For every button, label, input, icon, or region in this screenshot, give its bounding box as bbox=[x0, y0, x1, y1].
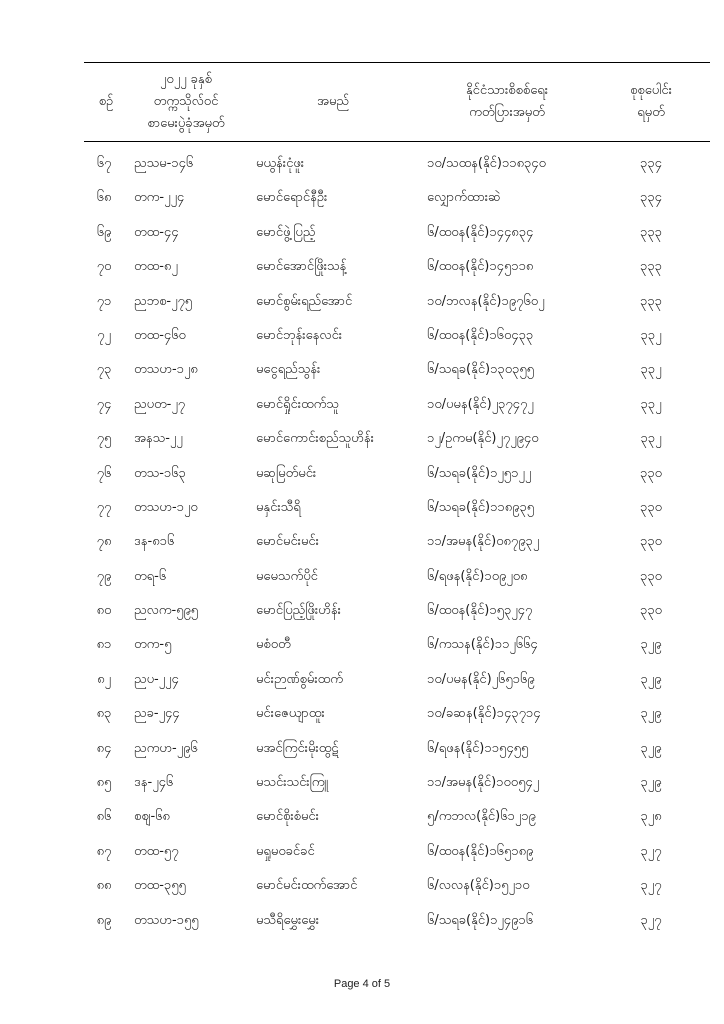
cell-serial: ၇၉ bbox=[96, 568, 112, 584]
table-row bbox=[84, 457, 710, 491]
cell-serial: ၇၃ bbox=[96, 362, 112, 378]
cell-exam-roll: တထ-၄၆၀ bbox=[134, 327, 186, 343]
cell-nrc: ၁၁/အမန(နိုင်)၀၈၇၉၃၂ bbox=[427, 534, 540, 550]
cell-nrc: ၆/ထဝန(နိုင်)၁၄၄၈၃၄ bbox=[427, 224, 534, 240]
cell-exam-roll: တသဟ-၁၅၅ bbox=[134, 912, 199, 928]
cell-nrc: ၆/သရခ(နိုင်)၁၃၀၃၅၅ bbox=[427, 362, 534, 378]
cell-exam-roll: တသဟ-၁၂၈ bbox=[134, 362, 198, 378]
cell-serial: ၈၉ bbox=[96, 912, 112, 928]
cell-name: မစံဝတီ bbox=[256, 637, 291, 653]
cell-total-mark: ၃၃၂ bbox=[640, 327, 662, 343]
cell-exam-roll: စဈ-၆၈ bbox=[134, 809, 170, 825]
table-row bbox=[84, 491, 710, 525]
cell-nrc: ၁၀/ဘလန(နိုင်)၁၉၇၆၀၂ bbox=[427, 293, 545, 309]
cell-exam-roll: ညပ-၂၂၄ bbox=[134, 671, 179, 687]
cell-total-mark: ၃၃၃ bbox=[640, 293, 662, 309]
cell-name: မသင်းသင်းကြူ bbox=[256, 775, 329, 791]
cell-exam-roll: တသ-၁၆၃ bbox=[134, 465, 186, 481]
cell-total-mark: ၃၃၀ bbox=[640, 603, 662, 619]
header-nrc: နိုင်ငံသားစိစစ်ရေး ကတ်ပြားအမှတ် bbox=[465, 82, 549, 120]
table-row bbox=[84, 319, 710, 353]
cell-name: မောင်မင်းထက်အောင် bbox=[256, 878, 358, 894]
cell-exam-roll: တထ-၈၂ bbox=[134, 259, 178, 275]
cell-name: မင်းဉာဏ်စွမ်းထက် bbox=[256, 671, 343, 687]
cell-total-mark: ၃၃၄ bbox=[640, 190, 662, 206]
table-row bbox=[84, 422, 710, 456]
cell-total-mark: ၃၂၉ bbox=[640, 740, 662, 756]
cell-total-mark: ၃၃၂ bbox=[640, 396, 662, 412]
cell-name: မောင်ပြည့်ဖြိုးဟိန်း bbox=[256, 603, 341, 619]
cell-nrc: ၁၀/ခဆန(နိုင်)၁၄၃၇၁၄ bbox=[427, 706, 541, 722]
cell-name: မသီရိမွှေးမွှေး bbox=[256, 912, 320, 928]
cell-exam-roll: ညသမ-၁၄၆ bbox=[134, 156, 194, 171]
table-row bbox=[84, 181, 710, 215]
cell-nrc: ၆/ထဝန(နိုင်)၁၄၅၁၁၈ bbox=[427, 259, 534, 275]
table-row bbox=[84, 732, 710, 766]
cell-nrc: ၁၀/ပမန(နိုင်)၂၃၇၄၇၂ bbox=[427, 396, 534, 412]
table-row bbox=[84, 663, 710, 697]
cell-name: မောင်ရောင်နီဦး bbox=[256, 190, 328, 206]
cell-name: မောင်အောင်ဖြိုးသန့် bbox=[256, 259, 347, 275]
cell-nrc: ၆/သရခ(နိုင်)၁၁၈၉၃၅ bbox=[427, 499, 535, 515]
cell-total-mark: ၃၃၀ bbox=[640, 534, 662, 550]
table-row bbox=[84, 353, 710, 387]
cell-total-mark: ၃၂၈ bbox=[640, 809, 662, 825]
table-row bbox=[84, 869, 710, 903]
cell-serial: ၇၅ bbox=[96, 431, 112, 447]
cell-name: မောင်ဘုန်းနေလင်း bbox=[256, 327, 343, 343]
cell-serial: ၇၂ bbox=[97, 327, 111, 343]
table-row bbox=[84, 835, 710, 869]
table-row bbox=[84, 285, 710, 319]
cell-total-mark: ၃၂၉ bbox=[640, 671, 662, 687]
cell-exam-roll: ညခ-၂၄၄ bbox=[134, 706, 180, 722]
cell-exam-roll: တရ-၆ bbox=[134, 568, 167, 584]
cell-exam-roll: ဒန-၂၄၆ bbox=[134, 775, 174, 791]
cell-serial: ၈၅ bbox=[96, 775, 112, 791]
cell-nrc: ၆/သရခ(နိုင်)၁၂၄၉၁၆ bbox=[427, 912, 534, 928]
table-row bbox=[84, 697, 710, 731]
cell-total-mark: ၃၃၂ bbox=[640, 362, 662, 378]
table-row bbox=[84, 628, 710, 662]
cell-serial: ၈၃ bbox=[96, 706, 112, 722]
cell-exam-roll: ဒန-၈၁၆ bbox=[134, 534, 175, 550]
cell-name: မမေသက်ပိုင် bbox=[256, 568, 318, 584]
cell-name: မအင်ကြင်းမိုးထွဋ် bbox=[256, 740, 339, 756]
cell-nrc: ၁၂/ဥကမ(နိုင်)၂၇၂၉၄၀ bbox=[427, 431, 539, 447]
cell-name: မဆုမြတ်မင်း bbox=[256, 465, 317, 481]
cell-nrc: ၆/ကသန(နိုင်)၁၁၂၆၆၄ bbox=[427, 637, 538, 653]
cell-nrc: ၆/ထဝန(နိုင်)၁၆၅၁၈၉ bbox=[427, 843, 534, 859]
header-exam-roll: ၂၀၂၂ ခုနှစ် တက္ကသိုလ်ဝင် စာမေးပွဲခုံအမှတ် bbox=[147, 71, 225, 131]
cell-total-mark: ၃၂၉ bbox=[640, 637, 662, 653]
cell-nrc: ၆/ရဖန(နိုင်)၁၁၅၄၅၅ bbox=[427, 740, 529, 756]
cell-total-mark: ၃၃၀ bbox=[640, 568, 662, 584]
cell-nrc: ၁၀/ပမန(နိုင်)၂၆၅၁၆၉ bbox=[427, 671, 535, 687]
cell-name: မငွေရည်သွန်း bbox=[256, 362, 321, 378]
table-body bbox=[84, 147, 710, 938]
cell-total-mark: ၃၃၀ bbox=[640, 499, 662, 515]
cell-serial: ၇၄ bbox=[96, 396, 112, 412]
cell-total-mark: ၃၂၉ bbox=[640, 775, 662, 791]
table-row bbox=[84, 904, 710, 938]
cell-nrc: ၅/ကဘလ(နိုင်)၆၁၂၁၉ bbox=[427, 809, 536, 825]
cell-serial: ၈၂ bbox=[97, 671, 111, 687]
cell-total-mark: ၃၃၃ bbox=[640, 259, 662, 275]
cell-exam-roll: တထ-၃၅၅ bbox=[134, 878, 186, 894]
cell-nrc: ၆/လလန(နိုင်)၁၅၂၁၀ bbox=[427, 878, 530, 894]
cell-nrc: လျှောက်ထားဆဲ bbox=[427, 190, 501, 206]
cell-nrc: ၆/သရခ(နိုင်)၁၂၅၁၂၂ bbox=[427, 465, 532, 481]
table-row bbox=[84, 766, 710, 800]
cell-nrc: ၆/ရဖန(နိုင်)၁၀၉၂၀၈ bbox=[427, 568, 528, 584]
cell-serial: ၇၀ bbox=[96, 259, 112, 275]
cell-serial: ၈၄ bbox=[96, 740, 112, 756]
table-row bbox=[84, 147, 710, 181]
cell-name: မောင်ဖွဲ့ပြည့် bbox=[256, 224, 316, 240]
cell-exam-roll: ညပတ-၂၇ bbox=[134, 396, 186, 412]
cell-exam-roll: တက-၂၂၄ bbox=[134, 190, 185, 206]
table-row bbox=[84, 216, 710, 250]
cell-serial: ၈၁ bbox=[96, 637, 112, 653]
table-row bbox=[84, 525, 710, 559]
cell-name: မောင်စိုးစံမင်း bbox=[256, 809, 319, 825]
cell-serial: ၇၇ bbox=[96, 499, 112, 515]
cell-serial: ၈၆ bbox=[96, 809, 112, 825]
cell-nrc: ၁၀/သထန(နိုင်)၁၁၈၃၄၀ bbox=[427, 156, 546, 171]
header-total-mark: စုစုပေါင်း ရမှတ် bbox=[630, 82, 672, 120]
cell-nrc: ၆/ထဝန(နိုင်)၁၅၃၂၄၇ bbox=[427, 603, 533, 619]
cell-name: မင်းဇေယျာထူး bbox=[256, 706, 325, 722]
cell-exam-roll: တထ-၄၄ bbox=[134, 224, 179, 240]
cell-total-mark: ၃၃၀ bbox=[640, 465, 662, 481]
cell-name: မောင်စွမ်းရည်အောင် bbox=[256, 293, 353, 309]
cell-name: မနှင်းသီရိ bbox=[256, 499, 301, 515]
cell-name: မယွန်းငုံဖူး bbox=[256, 156, 305, 171]
cell-serial: ၈၈ bbox=[96, 878, 112, 894]
table-header-rule bbox=[84, 141, 710, 142]
table-row bbox=[84, 388, 710, 422]
table-row bbox=[84, 250, 710, 284]
cell-serial: ၇၁ bbox=[96, 293, 112, 309]
table-row bbox=[84, 800, 710, 834]
cell-exam-roll: ညကဟ-၂၉၆ bbox=[134, 740, 198, 756]
cell-total-mark: ၃၃၂ bbox=[640, 431, 662, 447]
header-name: အမည် bbox=[317, 93, 349, 109]
cell-total-mark: ၃၂၉ bbox=[640, 706, 662, 722]
cell-serial: ၇၆ bbox=[96, 465, 112, 481]
cell-total-mark: ၃၃၃ bbox=[640, 224, 662, 240]
cell-serial: ၇၈ bbox=[96, 534, 112, 550]
cell-exam-roll: တထ-၅၇ bbox=[134, 843, 179, 859]
cell-nrc: ၆/ထဝန(နိုင်)၁၆၀၄၃၃ bbox=[427, 327, 534, 343]
table-row bbox=[84, 594, 710, 628]
page-number: Page 4 of 5 bbox=[333, 978, 391, 990]
cell-total-mark: ၃၂၇ bbox=[640, 912, 662, 928]
cell-serial: ၈၀ bbox=[96, 603, 112, 619]
cell-exam-roll: အနသ-၂၂ bbox=[134, 431, 183, 447]
cell-total-mark: ၃၂၇ bbox=[640, 878, 662, 894]
cell-name: မောင်ရှိုင်းထက်သူ bbox=[256, 396, 339, 412]
cell-exam-roll: တက-၅ bbox=[134, 637, 172, 653]
table-row bbox=[84, 560, 710, 594]
cell-serial: ၈၇ bbox=[96, 843, 112, 859]
cell-name: မောင်ကောင်းစည်သူဟိန်း bbox=[256, 431, 374, 447]
cell-serial: ၆၈ bbox=[96, 190, 112, 206]
cell-exam-roll: ညလက-၅၉၅ bbox=[134, 603, 199, 619]
cell-nrc: ၁၁/အမန(နိုင်)၁၀၀၅၄၂ bbox=[427, 775, 540, 791]
cell-serial: ၆၇ bbox=[96, 156, 112, 171]
cell-name: မောင်မင်းမင်း bbox=[256, 534, 319, 550]
cell-serial: ၆၉ bbox=[96, 224, 112, 240]
cell-exam-roll: တသဟ-၁၂၀ bbox=[134, 499, 198, 515]
header-serial: စဉ် bbox=[98, 93, 114, 109]
cell-exam-roll: ညဘစ-၂၇၅ bbox=[134, 293, 193, 309]
cell-total-mark: ၃၂၇ bbox=[640, 843, 662, 859]
cell-total-mark: ၃၃၄ bbox=[640, 156, 662, 171]
cell-name: မရှုမဝခင်ခင် bbox=[256, 843, 315, 859]
